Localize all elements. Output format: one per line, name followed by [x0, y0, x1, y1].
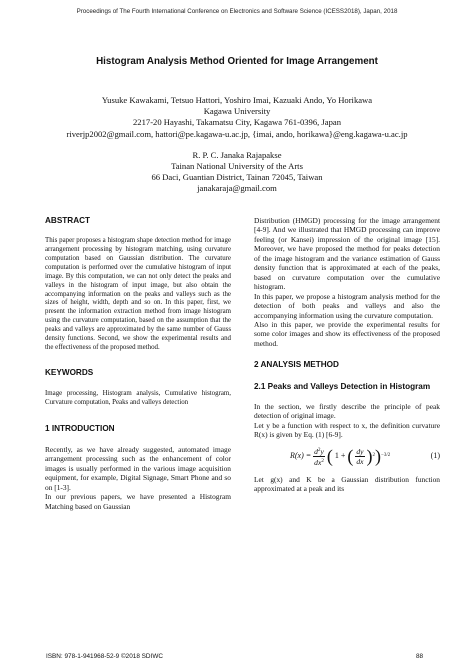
intro-paragraph-2: In our previous papers, we have presented a Histogram Matching based on Gaussian	[45, 492, 231, 511]
author-email-2: janakaraja@gmail.com	[197, 183, 277, 194]
intro-paragraph-1: Recently, as we have already suggested, automated image arrangement processing such as the enhancement of color images is usually performed in the various image acquisition equipment, for example, Digital Signage, Smart Phone and so on [1-3].	[45, 445, 231, 492]
author-names: Yusuke Kawakami, Tetsuo Hattori, Yoshiro Imai, Kazuaki Ando, Yo Horikawa	[101, 95, 373, 105]
paper-title: Histogram Analysis Method Oriented for Image Arrangement	[96, 56, 378, 67]
section-2-1-paragraph-3: Let g(x) and K be a Gaussian distribution function approximated at a peak and its	[254, 474, 440, 494]
section-2-heading: 2 ANALYSIS METHOD	[254, 360, 339, 370]
abstract-text: This paper proposes a histogram shape detection method for image arrangement processing by histogram matching, using curvature computation based on Gaussian distribution. The curvature computation is performed over the cumulative histogram of input image. By this computation, we can not only detect the peaks and valleys in the histogram of input image, but also obtain the accompanying information on the peaks and valleys such as the sizes of height, width, depth and so on. In this paper, first, we present the information extraction method from image histogram using the curvature computation, based on the assumption that the peaks and valleys are approximated by the same number of Gauss density functions. Second, we show the experimental results and the effectiveness of the proposed method.	[45, 237, 231, 351]
keywords-heading: KEYWORDS	[45, 368, 94, 378]
running-header: Proceedings of The Fourth International Conference on Electronics and Software Science (ICESS2018), Japan, 2018	[76, 8, 398, 15]
abstract-heading: ABSTRACT	[45, 216, 91, 225]
equation-number: (1)	[430, 451, 440, 461]
section-2-1-heading: 2.1 Peaks and Valleys Detection in Histogram	[254, 381, 431, 391]
left-column	[45, 216, 231, 511]
page-number: 88	[416, 653, 424, 660]
address-2: 66 Daci, Guantian District, Tainan 72045, Taiwan	[151, 172, 323, 183]
results-paragraph: Also in this paper, we provide the experimental results for some color images and show its effectiveness of the proposed method.	[254, 319, 440, 348]
equation-lhs: R(x) =	[290, 451, 312, 461]
continued-paragraph: Distribution (HMGD) processing for the image arrangement [4-9]. And we illustrated that HMGD processing can improve feeling (or Kansei) impression of the original image [15]. Moreover, we have proposed the method for peaks detection of the image histogram and the variance estimation of Gauss density function that is approximated at each of the peaks, based on curvature computation over the cumulative histogram.	[254, 216, 440, 292]
introduction-heading: 1 INTRODUCTION	[45, 423, 115, 433]
author-emails: riverjp2002@gmail.com, hattori@pe.kagawa-u.ac.jp, {imai, ando, horikawa}@eng.kagawa-u.ac.jp	[66, 128, 408, 139]
section-2-1-paragraph-2: Let y be a function with respect to x, the definition curvature R(x) is given by Eq. (1) [6-9].	[254, 420, 440, 440]
author-name-2: R. P. C. Janaka Rajapakse	[192, 149, 282, 160]
equation-body: R(x) = $\frac{d^2y}{dx^2}$ ( 1 + ( $\frac{dy}{dx}$ ) 2 ) −3/2	[290, 446, 391, 467]
right-column	[254, 216, 440, 494]
section-2-1-paragraph-1: In the section, we firstly describe the principle of peak detection of original image.	[254, 401, 440, 421]
author-block	[0, 95, 474, 195]
proposal-paragraph: In this paper, we propose a histogram analysis method for the detection of both peaks and valleys and also the accompanying information using the curvature computation.	[254, 291, 440, 320]
equation-1	[254, 446, 440, 467]
footer-isbn: ISBN: 978-1-941968-52-9 ©2018 SDIWC	[46, 653, 163, 660]
second-derivative: $\frac{d^2y}{dx^2}$	[314, 446, 324, 467]
first-derivative: $\frac{dy}{dx}$	[356, 446, 364, 466]
keywords-text: Image processing, Histogram analysis, Cumulative histogram, Curvature computation, Peaks and valleys detection	[45, 389, 231, 406]
affiliation-2: Tainan National University of the Arts	[171, 161, 303, 172]
address: 2217-20 Hayashi, Takamatsu City, Kagawa 761-0396, Japan	[133, 117, 341, 128]
affiliation: Kagawa University	[203, 106, 271, 117]
spacer	[0, 140, 474, 150]
